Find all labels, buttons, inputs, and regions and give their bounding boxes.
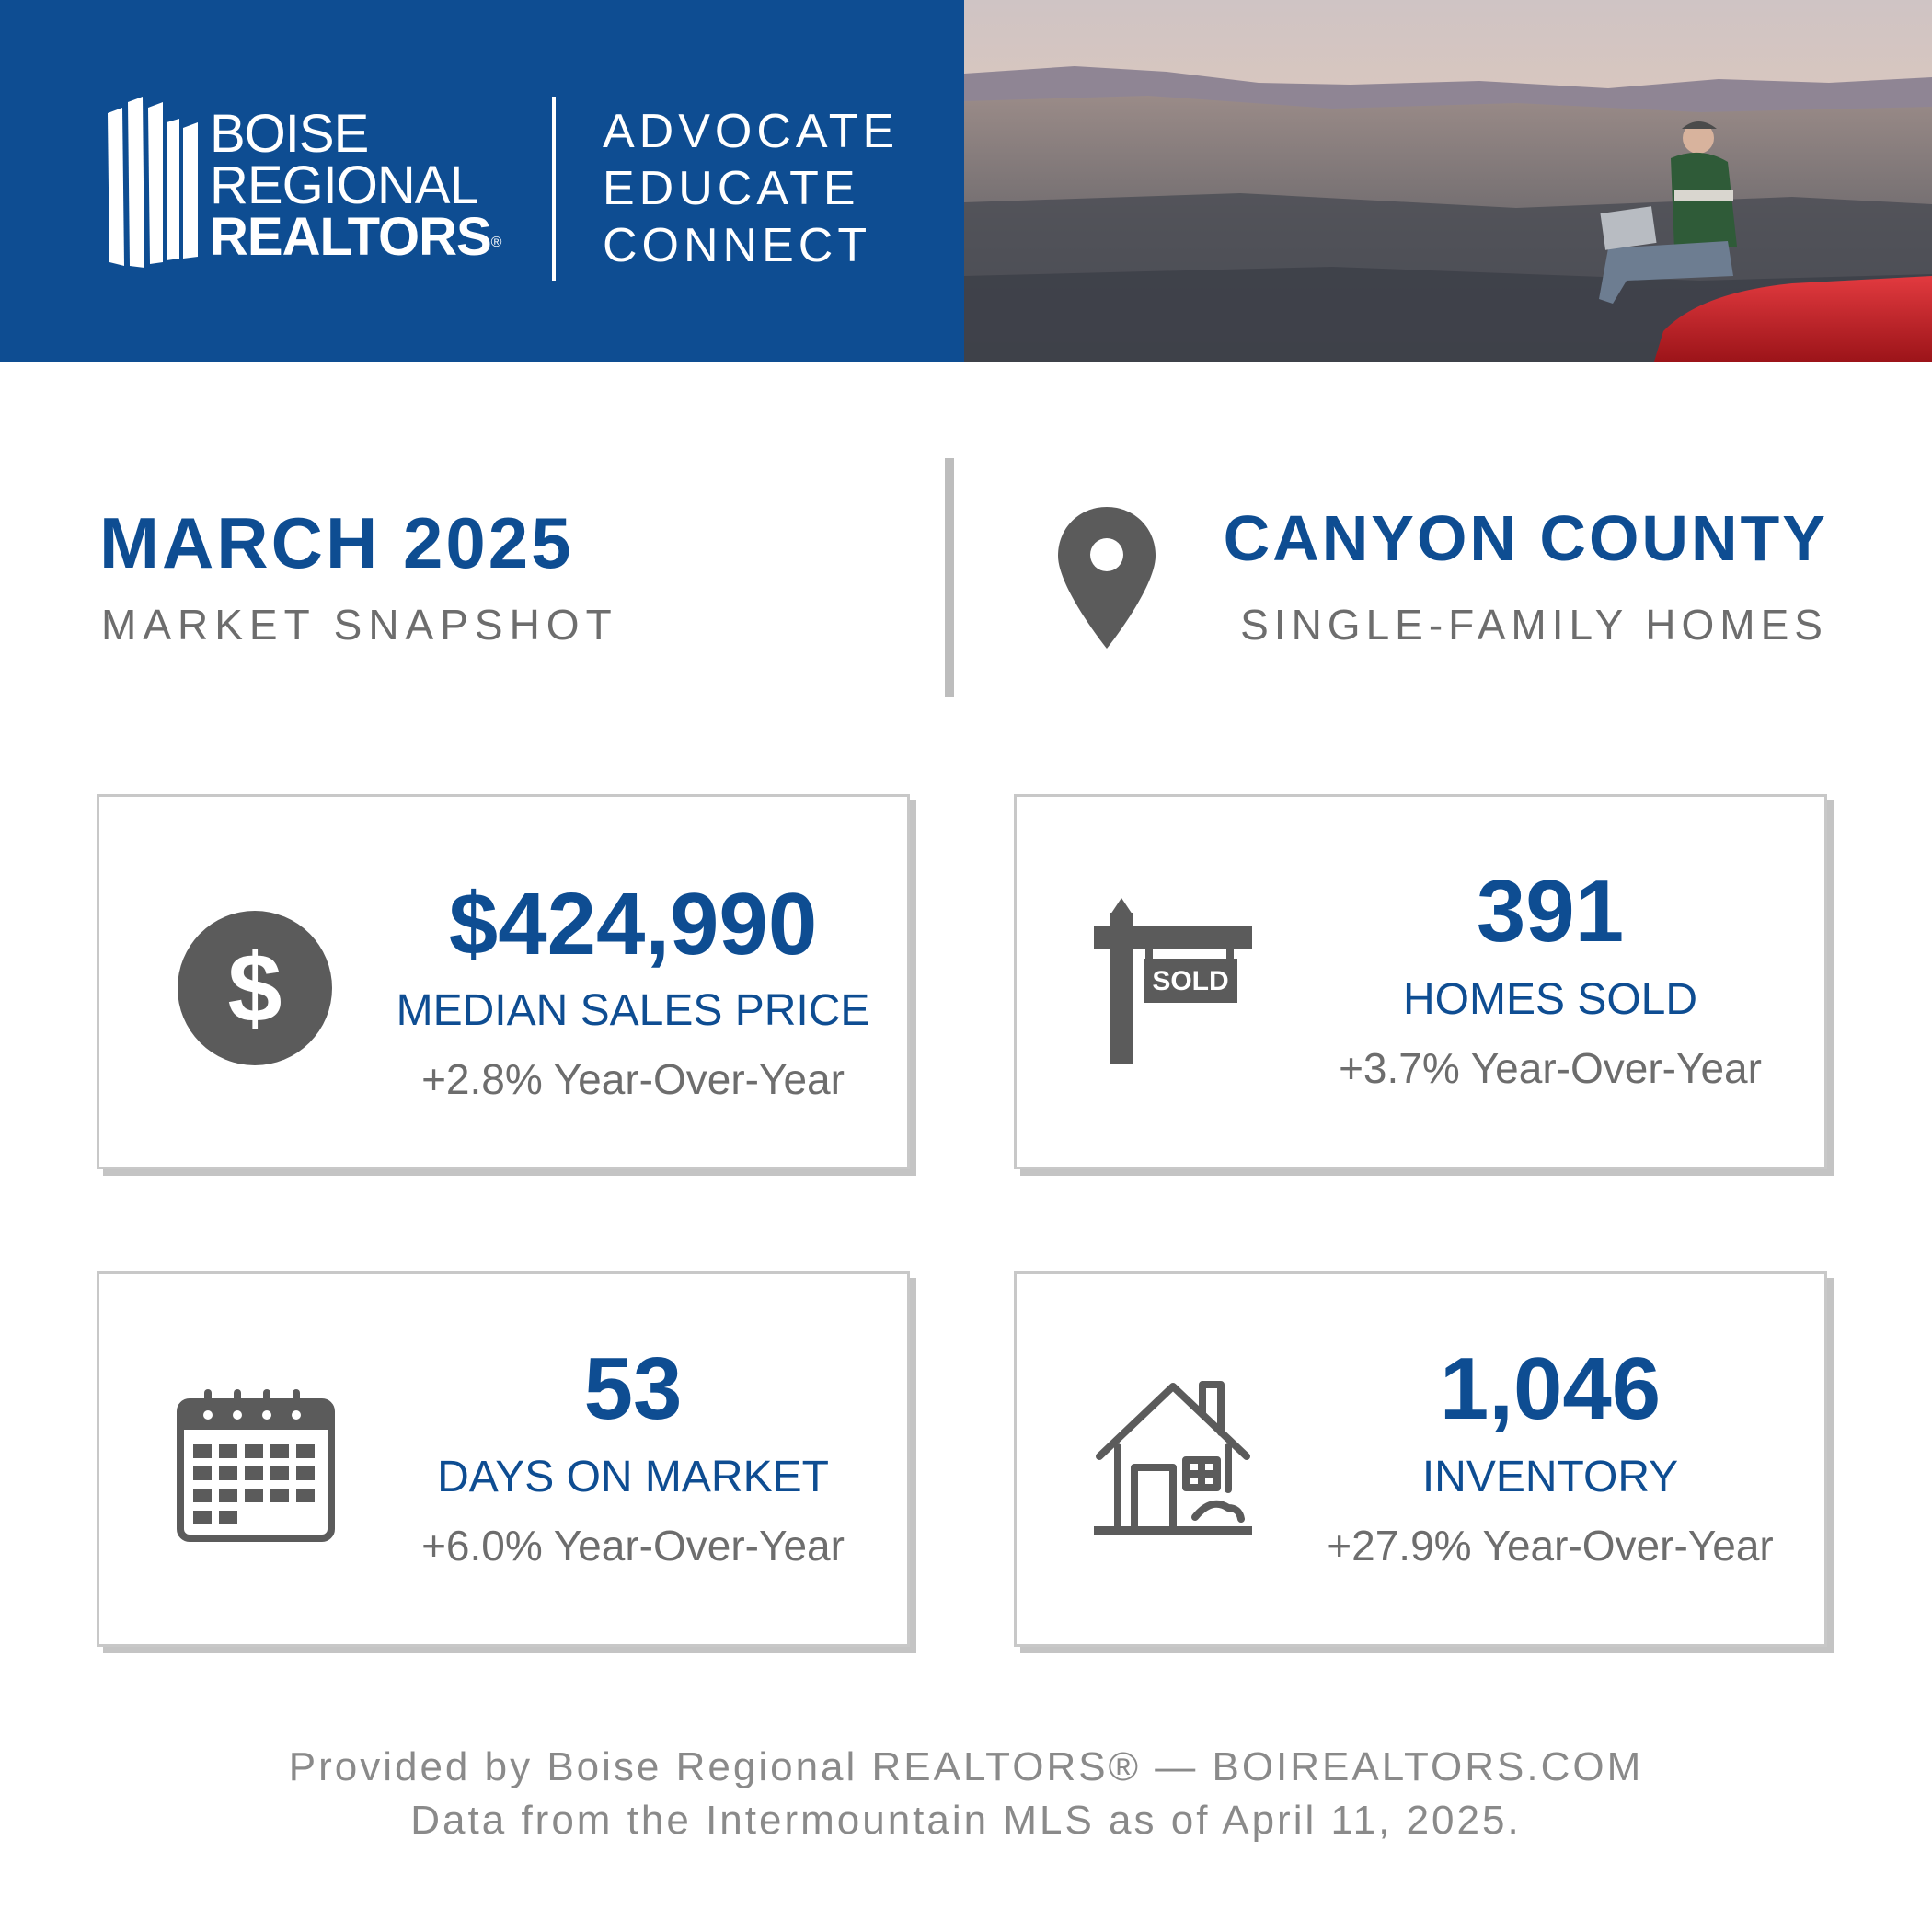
homes-sold-card: [1014, 794, 1827, 1169]
house-icon: [1094, 1379, 1252, 1537]
svg-text:$: $: [227, 934, 282, 1042]
inventory-value: 1,046: [1439, 1340, 1662, 1438]
slogan-educate: EDUCATE: [603, 162, 860, 215]
logo-line-regional: REGIONAL: [210, 155, 478, 215]
slogan: [603, 103, 899, 274]
footer-data-source: Data from the Intermountain MLS as of April 11, 2025.: [410, 1798, 1522, 1843]
footer: [0, 1741, 1932, 1847]
days-on-market-value: 53: [583, 1340, 683, 1438]
median-price-card: [97, 794, 910, 1169]
days-on-market-card: [97, 1271, 910, 1647]
median-price-change: +2.8% Year-Over-Year: [421, 1055, 845, 1103]
header-divider: [552, 97, 556, 281]
logo-line-realtors: REALTORS®: [210, 207, 501, 267]
region-title: CANYON COUNTY: [1223, 502, 1828, 574]
inventory-label: INVENTORY: [1421, 1453, 1679, 1501]
sold-sign-icon: [1094, 898, 1252, 1064]
inventory-change: +27.9% Year-Over-Year: [1327, 1522, 1774, 1570]
header-landscape-photo: [964, 0, 1932, 362]
logo-wordmark: [210, 104, 501, 267]
brand-panel: [0, 0, 964, 362]
homes-sold-change: +3.7% Year-Over-Year: [1339, 1044, 1762, 1092]
slogan-advocate: ADVOCATE: [603, 105, 900, 158]
snapshot-subtitle: MARKET SNAPSHOT: [101, 601, 618, 649]
property-type-subtitle: SINGLE-FAMILY HOMES: [1240, 601, 1828, 649]
days-on-market-label: DAYS ON MARKET: [437, 1453, 829, 1501]
median-price-label: MEDIAN SALES PRICE: [396, 986, 870, 1035]
footer-provided-by: Provided by Boise Regional REALTORS® — BOIREALTORS.COM: [288, 1744, 1644, 1789]
calendar-icon: [177, 1389, 335, 1542]
period-title: MARCH 2025: [99, 502, 574, 583]
homes-sold-label: HOMES SOLD: [1402, 975, 1698, 1024]
dollar-icon: [178, 911, 332, 1065]
location-pin-icon: [1056, 505, 1157, 650]
sold-sign-text: SOLD: [1152, 966, 1229, 996]
title-divider: [945, 458, 954, 697]
days-on-market-change: +6.0% Year-Over-Year: [421, 1522, 845, 1570]
logo-line-boise: BOISE: [210, 104, 369, 164]
median-price-value: $424,990: [448, 875, 818, 973]
slogan-connect: CONNECT: [603, 219, 872, 272]
logo-mark-icon: [106, 95, 201, 268]
inventory-card: [1014, 1271, 1827, 1647]
homes-sold-value: 391: [1476, 862, 1625, 960]
header: [0, 0, 1932, 362]
